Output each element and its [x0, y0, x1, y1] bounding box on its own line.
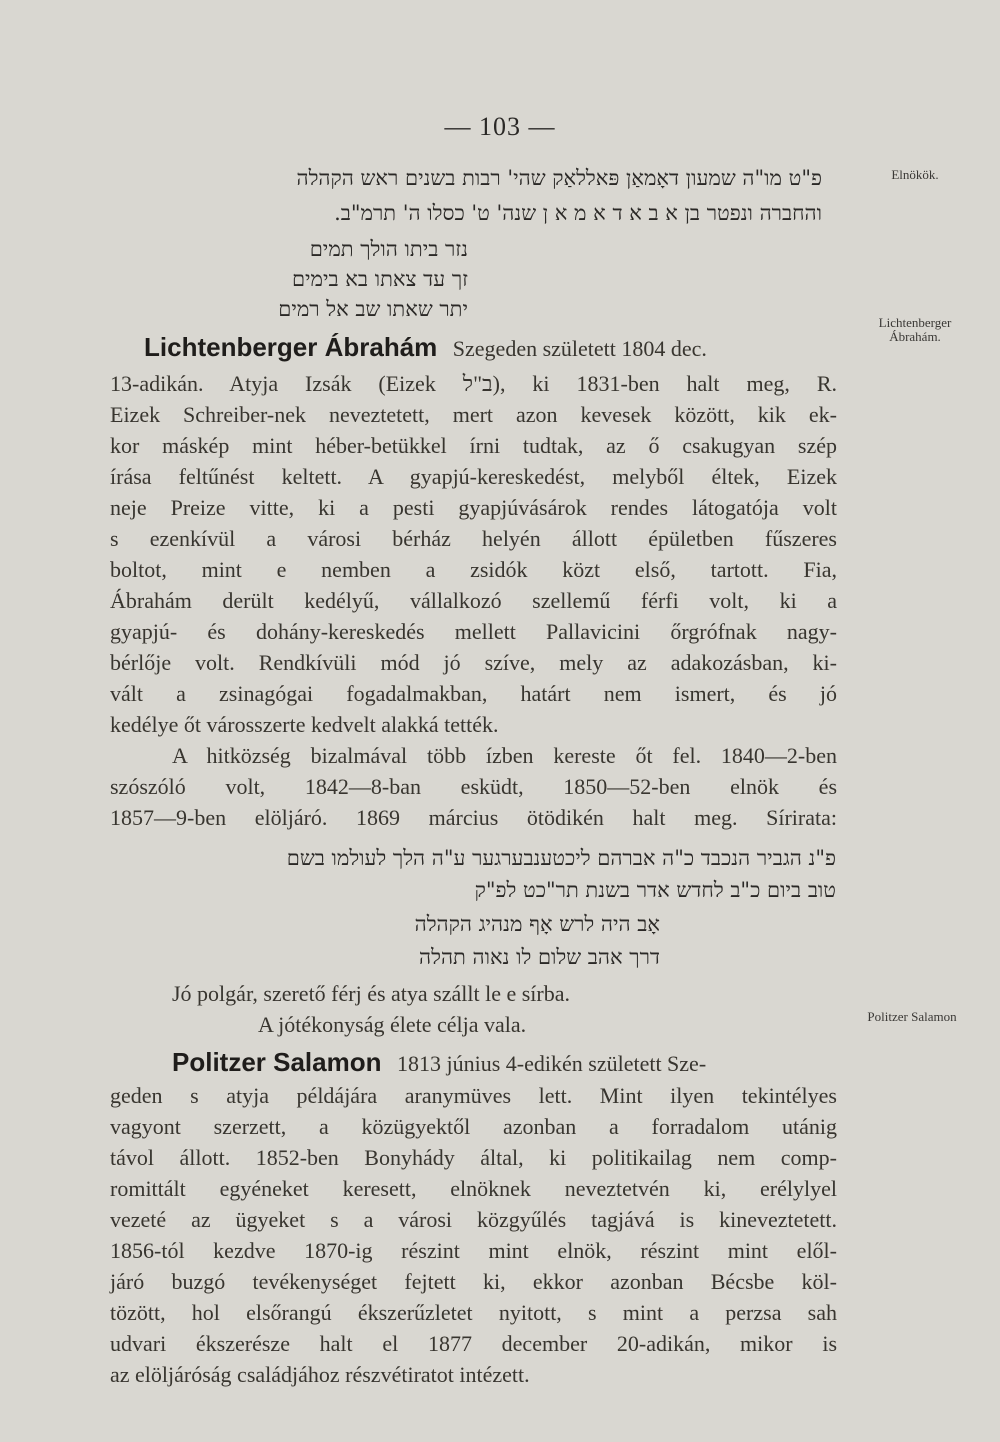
person-name: Lichtenberger Ábrahám — [144, 332, 438, 362]
text-line: s ezenkívül a városi bérház helyén állott épületben fűszeres — [110, 526, 837, 551]
text-line: szószóló volt, 1842—8-ban esküdt, 1850—52-ben elnök és — [110, 774, 837, 799]
text-line: vált a zsinagógai fogadalmakban, határt nem ismert, és jó — [110, 681, 837, 706]
hebrew-line: והחברה ונפטר בן א ב א ד א מ א ן שנה' ט' כסלו ה' תרמ"ב. — [334, 201, 822, 225]
poem-line: Jó polgár, szerető férj és atya szállt le e sírba. — [172, 981, 571, 1006]
text-line: gyapjú- és dohány-kereskedés mellett Pallavicini őrgrófnak nagy- — [110, 619, 837, 644]
text-line: bérlője volt. Rendkívüli mód jó szíve, mely az adakozásban, ki- — [110, 650, 837, 675]
margin-note-politzer-text: Politzer Salamon — [867, 1009, 957, 1024]
text-line: A hitközség bizalmával több ízben kereste őt fel. 1840—2-ben — [172, 743, 837, 768]
text-line: távol állott. 1852-ben Bonyhády által, ki politikailag nem comp- — [110, 1145, 837, 1170]
margin-note-lichtenberger — [845, 316, 985, 344]
poem-line: A jótékonyság élete célja vala. — [258, 1012, 527, 1037]
paragraph-first-line — [172, 1047, 837, 1078]
margin-note-lichtenberger-line-2: Ábrahám. — [889, 329, 941, 344]
text-line: 1813 június 4-edikén született Sze- — [397, 1051, 707, 1076]
hebrew-line: פ"ט מו"ה שמעון דאָמאַן פּאללאַק שהי' רבות בשנים ראש הקהלה — [296, 166, 822, 190]
person-name: Politzer Salamon — [172, 1047, 382, 1077]
hebrew-line: פ"נ הגביר הנכבד כ"ה אברהם ליכטענבערגער ע"ה הלך לעולמו בשם — [286, 846, 836, 870]
text-line: vagyont szerzett, a közügyektől azonban a forradalom utánig — [110, 1114, 837, 1139]
text-line: tözött, hol elsőrangú ékszerűzletet nyitott, s mint a perzsa sah — [110, 1300, 837, 1325]
text-line: romittált egyéneket keresett, elnöknek neveztetvén ki, erélylyel — [110, 1176, 837, 1201]
text-line: vezeté az ügyeket s a városi közgyűlés tagjává is kineveztetett. — [110, 1207, 837, 1232]
text-line: az elöljáróság családjához részvétiratot intézett. — [110, 1362, 530, 1387]
hebrew-line: זך עד צאתו בא בימים — [291, 267, 468, 291]
text-line: írása feltűnést keltett. A gyapjú-kereskedést, melyből éltek, Eizek — [110, 464, 837, 489]
text-line: geden s atyja példájára aranymüves lett. Mint ilyen tekintélyes — [110, 1083, 837, 1108]
margin-note-elnokok — [850, 168, 980, 182]
paragraph-first-line — [144, 332, 838, 363]
text-line: 1857—9-ben elöljáró. 1869 március ötödikén halt meg. Sírirata: — [110, 805, 837, 830]
hebrew-line: יתר שאתו שב אל רמים — [278, 297, 468, 321]
text-line: boltot, mint e nemben a zsidók közt első, tartott. Fia, — [110, 557, 837, 582]
text-line: neje Preize vitte, ki a pesti gyapjúvásárok rendes látogatója volt — [110, 495, 837, 520]
text-line: kedélye őt városszerte kedvelt alakká tették. — [110, 712, 499, 737]
margin-note-politzer — [832, 1010, 992, 1024]
text-line: 13-adikán. Atyja Izsák (Eizek ב"ל), ki 1831-ben halt meg, R. — [110, 371, 837, 396]
page-number: — 103 — — [444, 112, 556, 141]
text-line: udvari ékszerésze halt el 1877 december 20-adikán, mikor is — [110, 1331, 837, 1356]
hebrew-line: טוב ביום כ"ב לחדש אדר בשנת תר"כט לפ"ק — [474, 878, 836, 902]
margin-note-lichtenberger-line-1: Lichtenberger — [878, 315, 952, 330]
text-line: Ábrahám derült kedélyű, vállalkozó szellemű férfi volt, ki a — [110, 588, 837, 613]
text-line: járó buzgó tevékenységet fejtett ki, ekkor azonban Bécsbe köl- — [110, 1269, 837, 1294]
text-line: Szegeden született 1804 dec. — [452, 336, 707, 361]
text-line: 1856-tól kezdve 1870-ig részint mint elnök, részint mint elől- — [110, 1238, 837, 1263]
text-line: Eizek Schreiber-nek neveztetett, mert azon kevesek között, kik ek- — [110, 402, 837, 427]
hebrew-line: נזר ביתו הולך תמים — [309, 237, 468, 261]
margin-note-elnokok-text: Elnökök. — [891, 167, 939, 182]
hebrew-line: אָב היה לרש אָף מנהיג הקהלה — [414, 912, 660, 936]
text-line: kor máskép mint héber-betükkel írni tudtak, az ő csakugyan szép — [110, 433, 837, 458]
hebrew-line: דרך אהב שלום לו נאוה תהלה — [419, 945, 660, 969]
